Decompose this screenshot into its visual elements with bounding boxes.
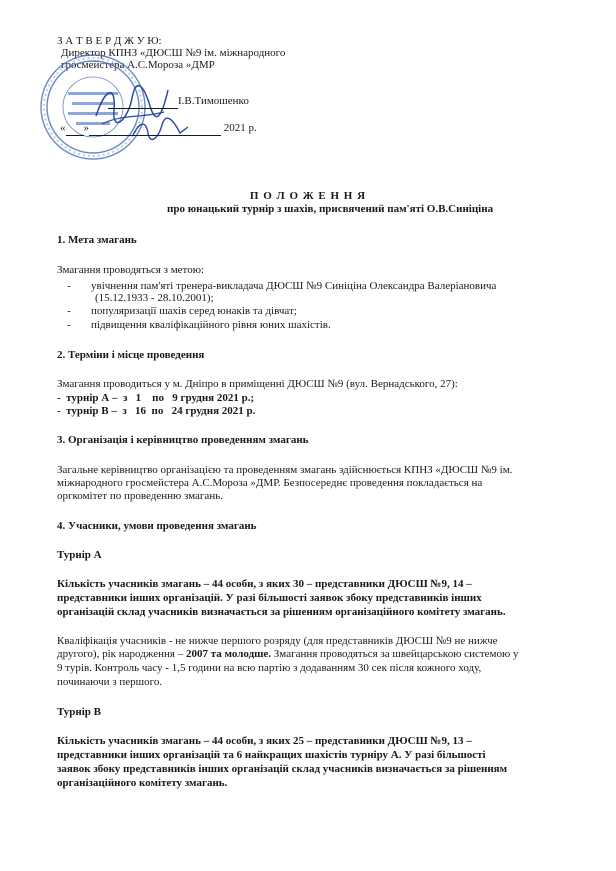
tournament-a-para2-line2 (57, 648, 518, 661)
tournament-b-para1-line1: Кількість учасників змагань – 44 особи, з яких 25 – представники ДЮСШ №9, 13 – (57, 735, 472, 747)
bullet-marker: - (67, 280, 71, 292)
section4-heading: 4. Учасники, умови проведення змагань (57, 520, 257, 532)
section1-intro: Змагання проводяться з метою: (57, 264, 204, 276)
tournament-a-para1-line3: організацій склад учасників визначається за рішенням організаційного комітету змагань. (57, 606, 506, 618)
tournament-b-para1-line2: представники інших організацій та 6 найкращих шахістів турніру А. У разі більшості (57, 749, 486, 761)
text-fragment: другого), рік народження – (57, 648, 186, 660)
document-subtitle: про юнацький турнір з шахів, присвячений пам'яті О.В.Синіціна (167, 203, 494, 215)
tournament-a-para2-line1: Кваліфікація учасників - не нижче першого розряду (для представників ДЮСШ №9 не нижче (57, 635, 498, 647)
date-open-quote: « (60, 122, 66, 134)
goal-item-1: увічнення пам'яті тренера-викладача ДЮСШ №9 Синіціна Олександра Валеріановича (91, 280, 497, 292)
section3-heading: 3. Організація і керівництво проведенням змагань (57, 434, 309, 446)
approval-position-line1: Директор КПНЗ «ДЮСШ №9 ім. міжнародного (61, 47, 286, 59)
tournament-a-para1-line1: Кількість учасників змагань – 44 особи, з яких 30 – представники ДЮСШ №9, 14 – (57, 578, 472, 590)
birth-year-limit: 2007 та молодше. (185, 648, 272, 660)
date-year: 2021 р. (223, 122, 257, 134)
tournament-b-para1-line4: організаційного комітету змагань. (57, 777, 228, 789)
goal-item-2: популяризації шахів серед юнаків та дівчат; (91, 305, 297, 317)
tournament-a-dates: - турнір А – з 1 по 9 грудня 2021 р.; (57, 392, 255, 404)
document-title: П О Л О Ж Е Н Н Я (249, 190, 367, 202)
approval-date-line (60, 122, 257, 136)
section1-heading: 1. Мета змагань (57, 234, 137, 246)
bullet-marker: - (67, 305, 71, 317)
tournament-a-para1-line2: представники інших організацій. У разі більшості заявок збоку представників інших (57, 592, 482, 604)
tournament-a-para2-line3: 9 турів. Контроль часу - 1,5 години на всю партію з додаванням 30 сек після кожного ходу, (57, 662, 482, 674)
approval-header: З А Т В Е Р Д Ж У Ю: (57, 35, 162, 47)
section3-line1: Загальне керівництво організацією та проведенням змагань здійснюється КПНЗ «ДЮСШ №9 ім. (57, 464, 513, 476)
text-fragment: Змагання проводяться за швейцарською системою у (271, 648, 519, 660)
tournament-b-para1-line3: заявок збоку представників інших організацій склад учасників визначається за рішенням (57, 763, 508, 775)
approval-position-line2: гросмейстера А.С.Мороза »ДМР (61, 59, 215, 71)
goal-item-1-cont: (15.12.1933 - 28.10.2001); (95, 292, 214, 304)
section2-heading: 2. Терміни і місце проведення (57, 349, 205, 361)
section2-intro: Змагання проводиться у м. Дніпро в приміщенні ДЮСШ №9 (вул. Вернадського, 27): (57, 378, 458, 390)
section3-line3: оргкомітет по проведенню змагань. (57, 490, 223, 502)
signer-name: І.В.Тимошенко (178, 95, 249, 107)
tournament-b-dates: - турнір В – з 16 по 24 грудня 2021 р. (57, 405, 256, 417)
tournament-b-heading: Турнір В (57, 706, 102, 718)
tournament-a-heading: Турнір А (57, 549, 102, 561)
bullet-marker: - (67, 319, 71, 331)
goal-item-3: підвищення кваліфікаційного рівня юних шахістів. (91, 319, 331, 331)
tournament-a-para2-line4: починаючи з першого. (57, 676, 163, 688)
date-close-quote: » (83, 122, 89, 134)
signer-line (108, 95, 249, 109)
section3-line2: міжнародного гросмейстера А.С.Мороза »ДМР. Безпосереднє проведення покладається на (57, 477, 483, 489)
